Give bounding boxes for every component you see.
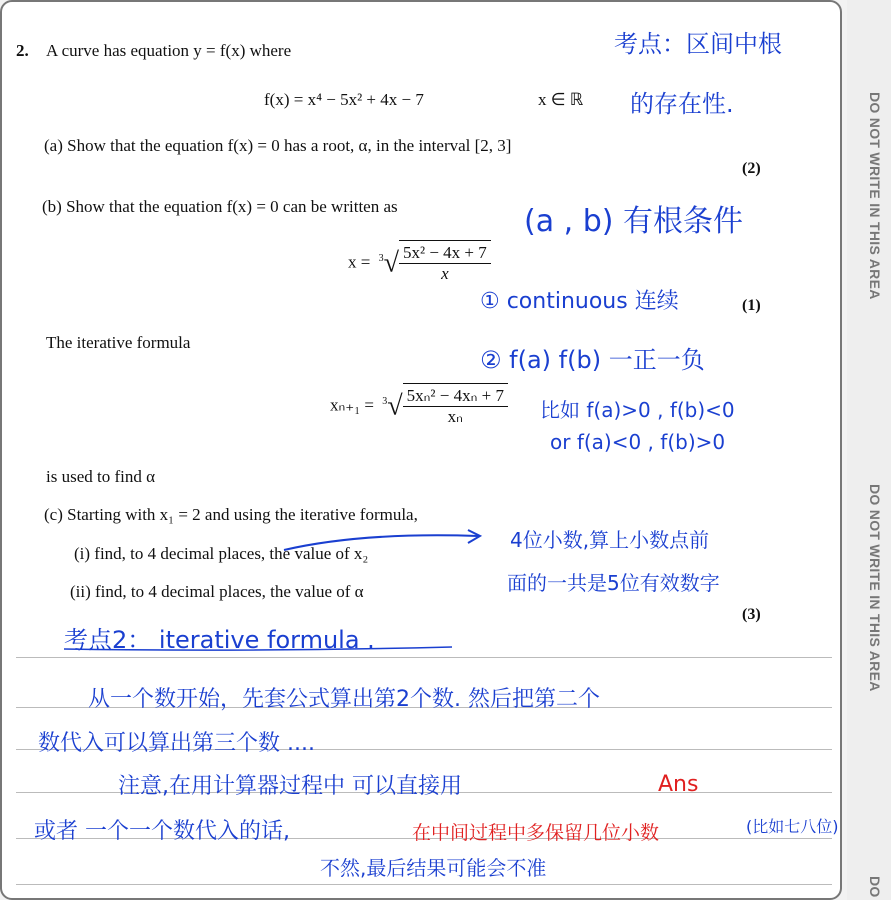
part-b-root-index: 3 <box>378 252 384 264</box>
part-a-marks: (2) <box>742 160 761 177</box>
part-c-marks: (3) <box>742 606 761 623</box>
handwritten-note-ans-a: 注意,在用计算器过程中 可以直接用 <box>118 774 462 799</box>
iter-denominator: xₙ <box>447 407 463 426</box>
handwritten-note-example: 比如 f(a)>0 , f(b)<0 <box>540 398 735 422</box>
radical-sign: √ <box>387 390 403 422</box>
margin-strip <box>847 0 891 900</box>
handwritten-note-interval: (a , b) 有根条件 <box>524 204 743 239</box>
find-alpha-text: is used to find α <box>46 467 156 486</box>
handwritten-note-digits: (比如七八位) <box>746 817 839 836</box>
handwritten-strokes <box>2 2 842 900</box>
margin-warning-2: DO NOT WRITE IN THIS AREA <box>867 484 883 692</box>
iter-numerator: 5xₙ² − 4xₙ + 7 <box>403 386 508 407</box>
part-b-marks: (1) <box>742 297 761 314</box>
handwritten-note-method-1: 从一个数开始，先套公式算出第2个数. 然后把第二个 <box>88 687 600 712</box>
iter-root-index: 3 <box>382 395 388 407</box>
part-c-i-text: (i) find, to 4 decimal places, the value of x₂ <box>74 544 369 563</box>
question-number: 2. <box>16 41 29 60</box>
handwritten-note-topic-2: 考点2： iterative formula . <box>64 626 375 654</box>
handwritten-note-warning: 不然,最后结果可能会不准 <box>320 856 547 880</box>
part-c-text: (c) Starting with x₁ = 2 and using the iterative formula, <box>44 505 418 524</box>
radical-sign: √ <box>383 247 399 279</box>
handwritten-note-sign-change: ② f(a) f(b) 一正一负 <box>480 346 705 374</box>
iter-lhs: xₙ₊₁ = <box>330 395 375 415</box>
handwritten-note-ans-b: Ans <box>658 772 699 797</box>
part-b-lhs: x = <box>348 252 371 272</box>
part-b-denominator: x <box>441 264 449 283</box>
handwritten-note-topic-1a: 考点：区间中根 <box>614 30 782 58</box>
part-c-ii-text: (ii) find, to 4 decimal places, the value of α <box>70 582 364 601</box>
margin-warning-3: DO <box>867 876 883 898</box>
handwritten-note-decimal-b: 面的一共是5位有效数字 <box>507 571 720 595</box>
function-equation: f(x) = x⁴ − 5x² + 4x − 7 <box>264 90 424 109</box>
handwritten-note-precision: 在中间过程中多保留几位小数 <box>412 822 660 844</box>
question-intro: A curve has equation y = f(x) where <box>46 41 292 60</box>
handwritten-note-method-2: 数代入可以算出第三个数 .... <box>38 731 315 756</box>
handwritten-note-substitute: 或者 一个一个数代入的话, <box>34 819 290 844</box>
part-b-text: (b) Show that the equation f(x) = 0 can be written as <box>42 197 398 216</box>
handwritten-underline <box>64 647 452 650</box>
margin-warning-1: DO NOT WRITE IN THIS AREA <box>867 92 883 300</box>
handwritten-note-or: or f(a)<0 , f(b)>0 <box>550 430 726 454</box>
handwritten-note-continuous: ① continuous 连续 <box>480 289 679 314</box>
iterative-formula-label: The iterative formula <box>46 333 191 352</box>
part-b-numerator: 5x² − 4x + 7 <box>399 243 491 264</box>
handwritten-arrow <box>284 535 478 550</box>
handwritten-note-decimal-a: 4位小数,算上小数点前 <box>510 528 710 552</box>
function-domain: x ∈ ℝ <box>538 90 584 109</box>
handwritten-note-topic-1b: 的存在性. <box>630 90 734 118</box>
part-a-text: (a) Show that the equation f(x) = 0 has a root, α, in the interval [2, 3] <box>44 136 512 155</box>
